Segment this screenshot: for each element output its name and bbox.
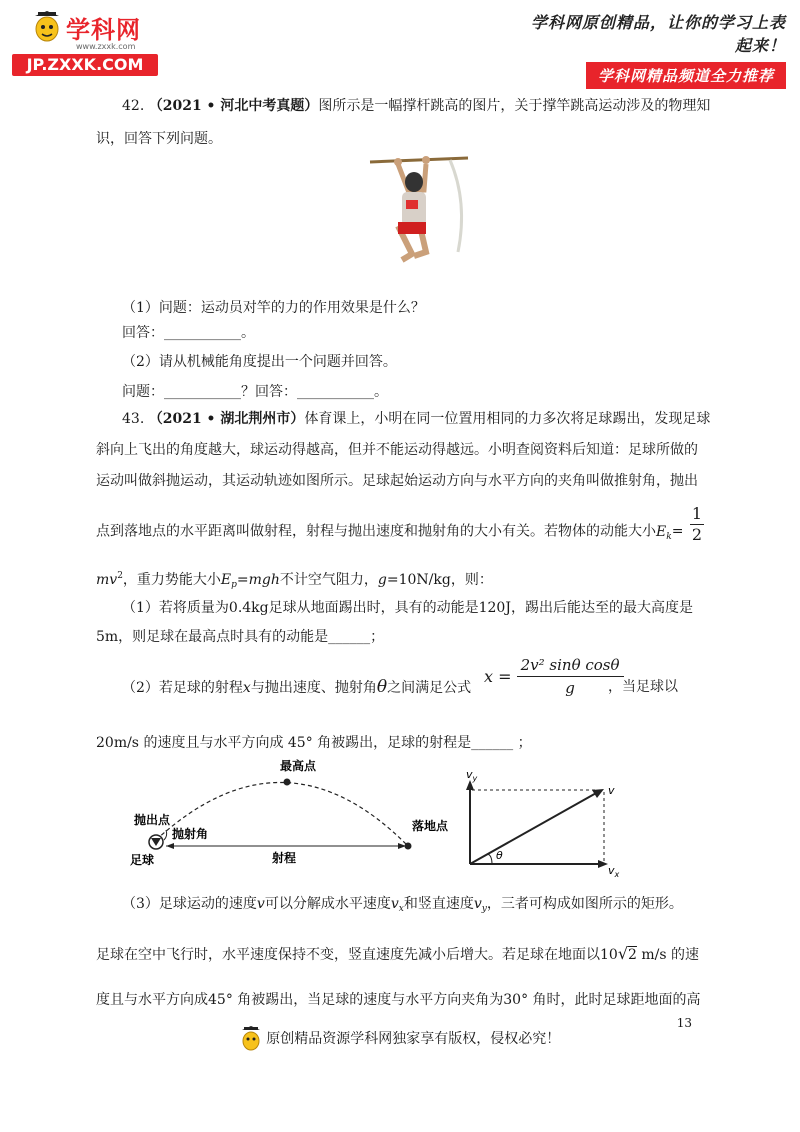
q43-line4	[96, 504, 704, 547]
q42-sub1: （1）问题：运动员对竿的力的作用效果是什么？	[122, 300, 425, 316]
q43-number: 43.	[122, 411, 145, 427]
q43-source: （2021 • 湖北荆州市）	[148, 411, 305, 427]
header-slogan: 学科网原创精品，让你的学习上表起来！	[530, 13, 786, 55]
q42-number: 42.	[122, 98, 145, 114]
p3-text-c: 和竖直速度	[403, 896, 474, 912]
ek-symbol: E	[656, 523, 667, 540]
q43-part3-line3: 度且与水平方向成45° 角被踢出，当足球的速度与水平方向夹角为30° 角时，此时足球距地面的高	[96, 992, 701, 1008]
svg-text:vx	[608, 864, 620, 879]
pole-vault-image	[368, 152, 472, 264]
formula-numerator: 2v² sinθ cosθ	[517, 656, 624, 677]
q42-source: （2021 • 河北中考真题）	[148, 98, 319, 114]
mv-superscript: 2	[117, 571, 123, 581]
angle-label: 抛射角	[172, 827, 209, 841]
ek-subscript: k	[666, 531, 672, 542]
range-label: 射程	[272, 851, 297, 865]
formula-lhs: x =	[484, 667, 512, 686]
q43-part3-line2: 足球在空中飞行时，水平速度保持不变，竖直速度先减小后增大。若足球在地面以10√2 m/s 的速	[96, 944, 700, 963]
q43-part3-line1	[122, 894, 683, 919]
top-point-label: 最高点	[280, 759, 317, 773]
p2-text-b: 与抛出速度、抛射角	[250, 680, 377, 696]
p2-text-a: （2）若足球的射程	[122, 680, 243, 696]
equals-sign: =	[671, 523, 684, 540]
q43-part1-line2: 5m，则足球在最高点时具有的动能是______；	[96, 629, 385, 645]
p3-line2-text-b: m/s 的速	[641, 947, 700, 963]
fraction-denominator: 2	[691, 525, 703, 544]
site-url-badge[interactable]: JP.ZXXK.COM	[12, 54, 158, 76]
trajectory-diagram	[130, 752, 449, 874]
q42-sub2: （2）请从机械能角度提出一个问题并回答。	[122, 354, 397, 370]
x-symbol: x	[242, 680, 251, 696]
ep-formula: =mgh	[236, 572, 280, 588]
q42-answer1: 回答：___________。	[122, 325, 255, 341]
v-symbol: v	[256, 896, 265, 912]
g-symbol: g	[377, 572, 387, 588]
q43-line2: 斜向上飞出的角度越大，球运动得越高，但并不能运动得越远。小明查阅资料后知道：足球所做的	[96, 442, 698, 458]
q43-part2-line1	[122, 677, 471, 698]
footer-mascot-icon	[240, 1026, 262, 1052]
q43-line3: 运动叫做斜抛运动，其运动轨迹如图所示。足球起始运动方向与水平方向的夹角叫做推射角，抛出	[96, 473, 698, 489]
ten-value: 10	[600, 947, 618, 963]
ep-symbol: E	[220, 572, 232, 588]
vy-subscript: y	[472, 774, 478, 783]
vy-label: v	[466, 768, 473, 781]
fraction-numerator: 1	[691, 504, 703, 523]
vy-symbol-subscript: y	[481, 904, 487, 914]
p2-text-c: 之间满足公式	[387, 680, 472, 696]
q42-line1	[122, 96, 710, 116]
p3-text-b: 可以分解成水平速度	[264, 896, 391, 912]
vx-label: v	[608, 864, 615, 877]
recommend-badge: 学科网精品频道全力推荐	[586, 62, 786, 89]
ep-subscript: p	[231, 580, 237, 590]
formula-denominator: g	[565, 679, 575, 697]
q43-part2-line2: 20m/s 的速度且与水平方向成 45° 角被踢出，足球的射程是______ ；	[96, 735, 532, 751]
p3-text-d: ，三者可构成如图所示的矩形。	[486, 896, 683, 912]
landing-label: 落地点	[412, 819, 449, 833]
footer-copyright: 原创精品资源学科网独家享有版权，侵权必究！	[266, 1031, 561, 1047]
p3-text-a: （3）足球运动的速度	[122, 896, 257, 912]
q43-line5	[96, 566, 493, 595]
q43-text: 体育课上，小明在同一位置用相同的力多次将足球踢出，发现足球	[304, 411, 711, 427]
q43-part1-line1: （1）若将质量为0.4kg足球从地面踢出时，具有的动能是120J，踢出后能达至的最大高度是	[122, 600, 693, 616]
footer	[0, 1026, 800, 1052]
v-label: v	[608, 784, 615, 797]
q42-line2: 识，回答下列问题。	[96, 131, 222, 147]
mascot-icon	[32, 11, 62, 45]
range-formula	[484, 656, 624, 697]
q42-text: 图所示是一幅撑杆跳高的图片，关于撑竿跳高运动涉及的物理知	[318, 98, 711, 114]
p3-line2-text: 足球在空中飞行时，水平速度保持不变，竖直速度先减小后增大。若足球在地面以	[96, 947, 600, 963]
theta-symbol: θ	[376, 677, 388, 697]
q43-line5-text-c: 不计空气阻力，	[279, 572, 378, 588]
header-banner	[516, 10, 786, 85]
vx-symbol: v	[390, 896, 399, 912]
p2-text-d: ，当足球以	[608, 679, 678, 695]
q42-answer2: 问题：___________？回答：___________。	[122, 384, 388, 400]
logo-subtext: www.zxxk.com	[76, 42, 136, 51]
vx-subscript: x	[614, 870, 620, 879]
site-logo[interactable]	[12, 8, 162, 72]
launch-label: 抛出点	[134, 813, 171, 827]
top-point	[284, 779, 291, 786]
q43-line5-text-d: =10N/kg，则：	[386, 572, 493, 588]
vx-symbol-subscript: x	[398, 904, 404, 914]
vy-symbol: v	[473, 896, 482, 912]
ball-label: 足球	[130, 853, 155, 867]
q43-line4-text: 点到落地点的水平距离叫做射程，射程与抛出速度和抛射角的大小有关。若物体的动能大小	[96, 523, 656, 540]
theta-label: θ	[496, 849, 503, 862]
svg-text:vy	[466, 768, 478, 783]
page-number: 13	[676, 1016, 692, 1030]
mv-symbol: mv	[96, 572, 118, 588]
logo-text: 学科网	[66, 16, 141, 44]
sqrt-value: 2	[628, 947, 637, 963]
velocity-vector-diagram	[458, 766, 630, 878]
q43-line5-text-a: ，重力势能大小	[122, 572, 221, 588]
half-fraction	[690, 504, 704, 545]
q43-line1	[122, 409, 710, 429]
